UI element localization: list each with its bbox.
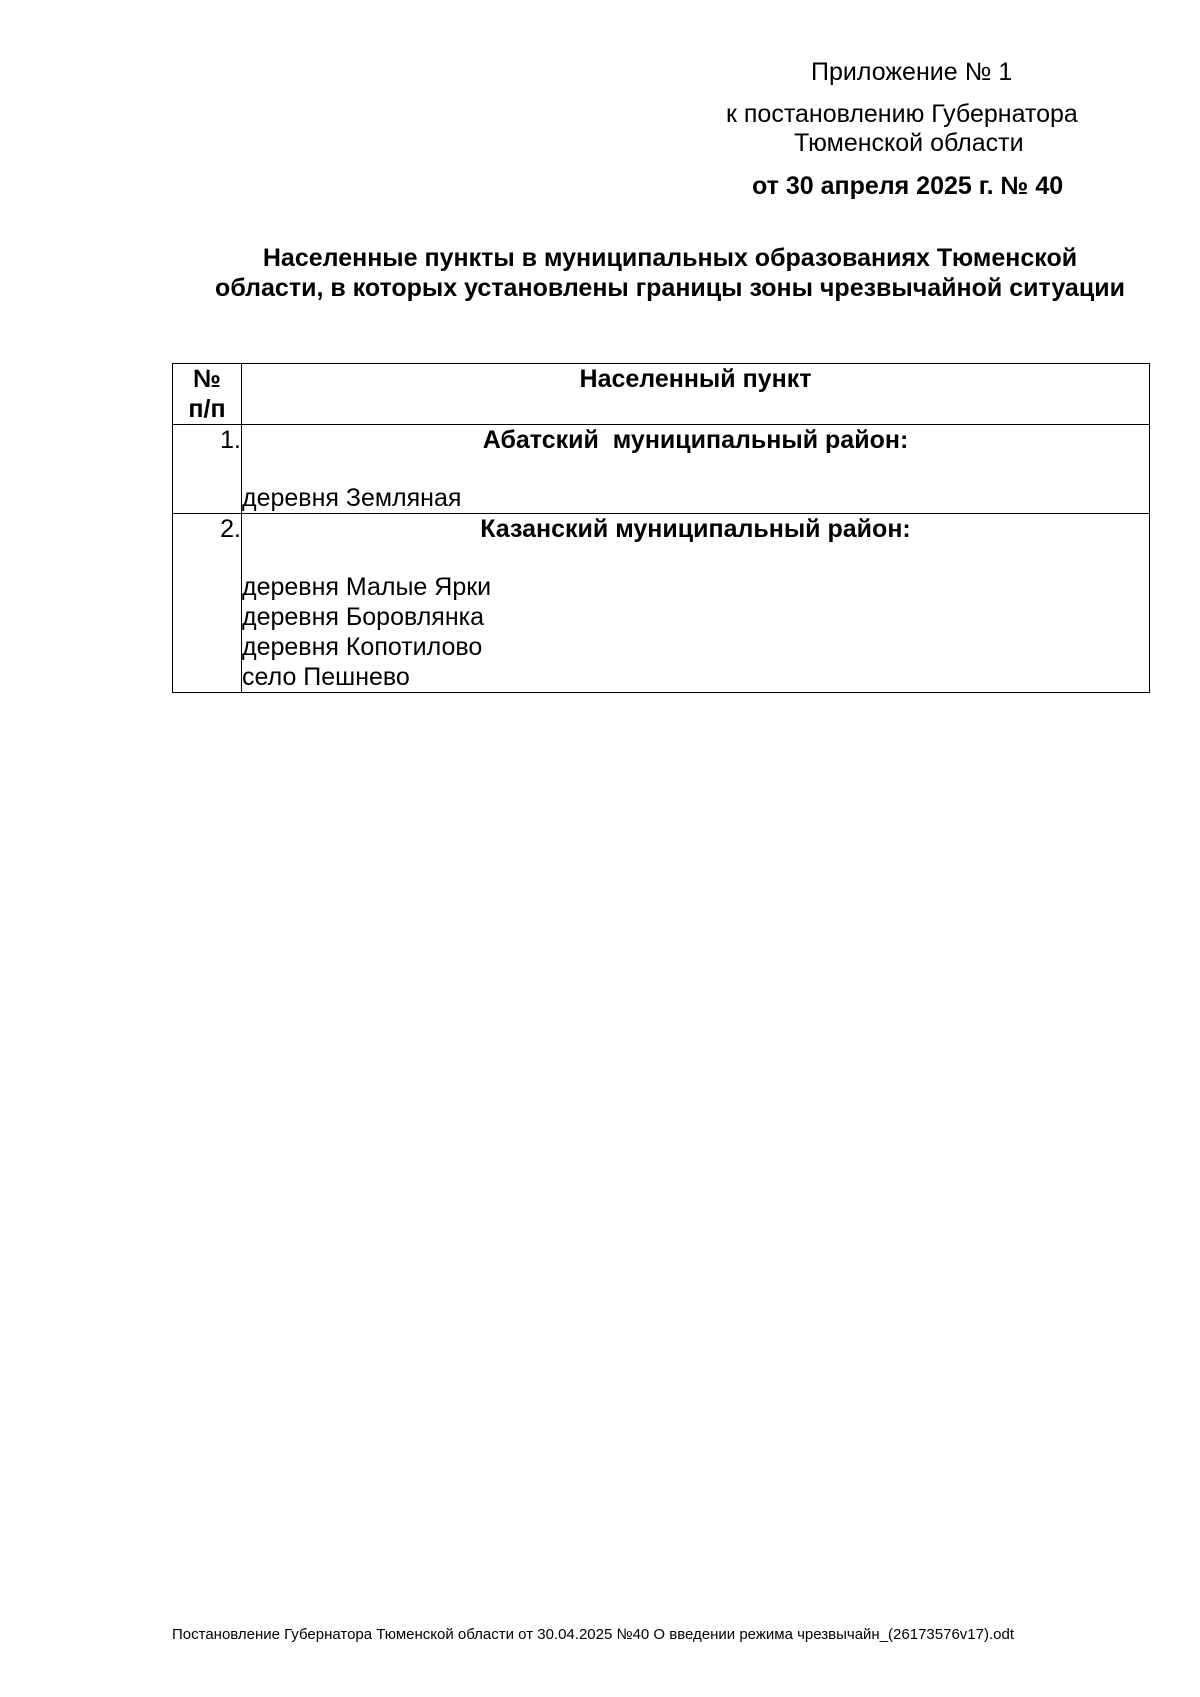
document-title-line-1: Населенные пункты в муниципальных образованиях Тюменской [262,244,1078,272]
header-number-cell [173,364,242,425]
district-name: Казанский муниципальный район: [480,515,911,543]
header-settlement-cell: Населенный пункт [242,364,1150,425]
table-row [173,514,1150,693]
row-number: 2. [173,514,242,693]
settlements-table [172,363,1150,693]
appendix-date: от 30 апреля 2025 г. № 40 [752,172,1064,200]
settlement-item: деревня Копотилово [242,633,483,661]
row-content [242,514,1150,693]
table-header-row [173,364,1150,425]
header-number-symbol: № [193,365,221,393]
district-name: Абатский муниципальный район: [482,426,909,454]
document-footer: Постановление Губернатора Тюменской области от 30.04.2025 №40 О введении режима чрезвычайн_(26173576v17).odt [172,1626,1014,1643]
settlement-item: деревня Земляная [242,484,462,512]
row-number: 1. [173,425,242,514]
document-title-line-2: области, в которых установлены границы зоны чрезвычайной ситуации [215,274,1125,302]
settlement-item: деревня Малые Ярки [242,573,492,601]
settlement-item: село Пешнево [242,663,410,691]
table-row [173,425,1150,514]
appendix-reference-line-2: Тюменской области [794,129,1024,157]
header-number-abbrev: п/п [188,395,226,423]
settlement-item: деревня Боровлянка [242,603,485,631]
document-title [170,243,1170,303]
appendix-reference-line-1: к постановлению Губернатора [726,100,1078,128]
appendix-number: Приложение № 1 [811,58,1013,86]
row-content [242,425,1150,514]
